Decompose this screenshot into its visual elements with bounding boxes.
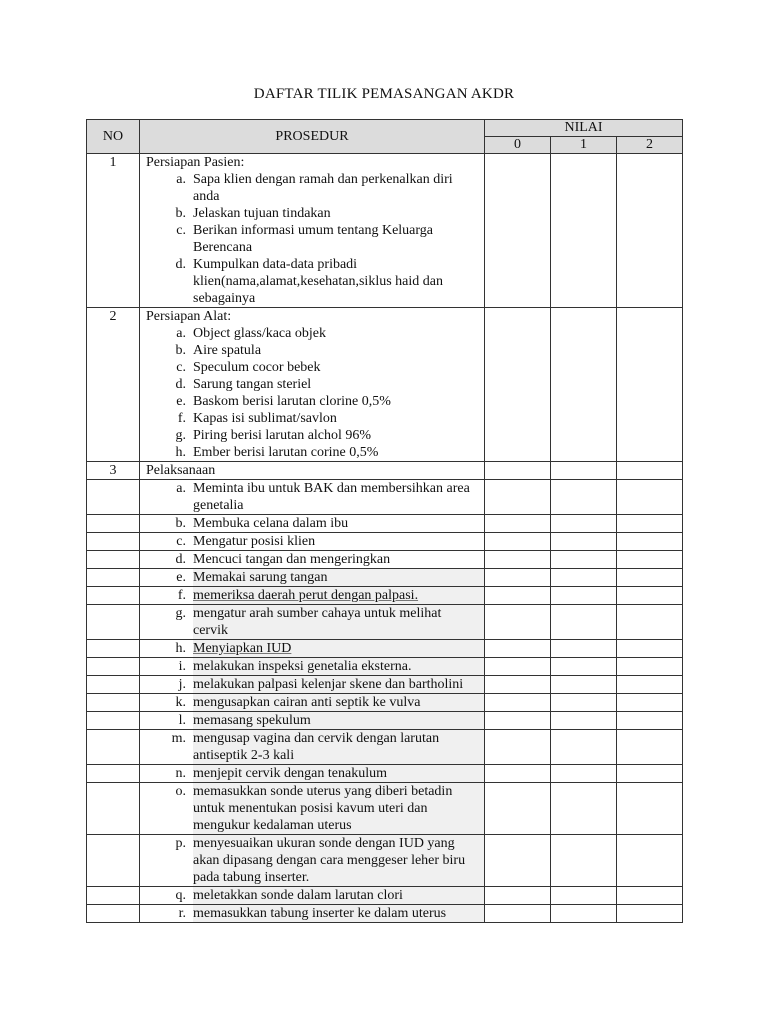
procedure-cell — [140, 551, 485, 569]
procedure-cell — [140, 480, 485, 515]
number-cell — [87, 676, 140, 694]
table-row — [87, 551, 683, 569]
list-item: d. Kumpulkan data-data pribadi klien(nama,alamat,kesehatan,siklus haid dan sebagainya — [175, 257, 443, 306]
score-cell[interactable] — [485, 154, 551, 308]
table-row — [87, 605, 683, 640]
score-cell[interactable] — [551, 676, 617, 694]
score-cell[interactable] — [551, 712, 617, 730]
table-row — [87, 533, 683, 551]
number-cell — [87, 515, 140, 533]
score-cell[interactable] — [551, 569, 617, 587]
score-cell[interactable] — [617, 905, 683, 923]
number-cell — [87, 835, 140, 887]
score-cell[interactable] — [551, 515, 617, 533]
section-number: 3 — [87, 462, 140, 480]
list-item: g. mengatur arah sumber cahaya untuk melihat cervik — [140, 605, 484, 639]
score-cell[interactable] — [551, 694, 617, 712]
list-item: n. menjepit cervik dengan tenakulum — [140, 765, 484, 782]
score-cell[interactable] — [551, 835, 617, 887]
number-cell — [87, 569, 140, 587]
procedure-cell — [140, 887, 485, 905]
list-item: a. Object glass/kaca objek — [176, 326, 326, 341]
list-item: b. Membuka celana dalam ibu — [175, 516, 349, 531]
procedure-cell — [140, 905, 485, 923]
table-row — [87, 515, 683, 533]
score-cell[interactable] — [617, 765, 683, 783]
list-item: k. mengusapkan cairan anti septik ke vulva — [140, 694, 484, 711]
score-cell[interactable] — [485, 712, 551, 730]
score-cell[interactable] — [485, 694, 551, 712]
table-row — [87, 569, 683, 587]
score-cell[interactable] — [485, 905, 551, 923]
section-number: 1 — [87, 154, 140, 308]
list-item: h. Menyiapkan IUD — [140, 640, 484, 657]
list-item: d. Mencuci tangan dan mengeringkan — [175, 552, 391, 567]
table-row — [87, 887, 683, 905]
procedure-cell — [140, 605, 485, 640]
number-cell — [87, 605, 140, 640]
score-cell[interactable] — [485, 515, 551, 533]
procedure-cell — [140, 640, 485, 658]
table-row — [87, 905, 683, 923]
list-item: g. Piring berisi larutan alchol 96% — [175, 428, 372, 443]
list-item: p. menyesuaikan ukuran sonde dengan IUD yang akan dipasang dengan cara menggeser leher biru pada tabung inserter. — [140, 835, 484, 886]
table-row — [87, 480, 683, 515]
table-row — [87, 676, 683, 694]
score-cell[interactable] — [485, 676, 551, 694]
score-cell[interactable] — [551, 551, 617, 569]
number-cell — [87, 480, 140, 515]
procedure-cell — [140, 658, 485, 676]
score-cell[interactable] — [485, 462, 551, 480]
section-content — [140, 154, 485, 308]
score-cell[interactable] — [485, 480, 551, 515]
score-cell[interactable] — [617, 587, 683, 605]
procedure-cell — [140, 533, 485, 551]
score-cell[interactable] — [551, 783, 617, 835]
score-cell[interactable] — [551, 480, 617, 515]
number-cell — [87, 640, 140, 658]
score-cell[interactable] — [485, 658, 551, 676]
procedure-cell — [140, 515, 485, 533]
number-cell — [87, 905, 140, 923]
list-item: c. Speculum cocor bebek — [176, 360, 321, 375]
section-row-3 — [87, 462, 683, 480]
list-item: b. Aire spatula — [175, 343, 262, 358]
table-row — [87, 712, 683, 730]
score-cell[interactable] — [617, 533, 683, 551]
list-item: q. meletakkan sonde dalam larutan clori — [140, 887, 484, 904]
list-item: a. Sapa klien dengan ramah dan perkenalkan diri anda — [176, 172, 453, 204]
score-cell[interactable] — [551, 640, 617, 658]
number-cell — [87, 887, 140, 905]
list-item: r. memasukkan tabung inserter ke dalam uterus — [140, 905, 484, 922]
score-cell[interactable] — [617, 480, 683, 515]
score-cell[interactable] — [617, 783, 683, 835]
score-cell[interactable] — [485, 887, 551, 905]
table-row — [87, 783, 683, 835]
table-row — [87, 835, 683, 887]
list-item: f. Kapas isi sublimat/savlon — [177, 411, 337, 426]
header-no: NO — [87, 120, 140, 154]
list-item: e. Memakai sarung tangan — [140, 569, 484, 586]
list-item: b. Jelaskan tujuan tindakan — [175, 206, 331, 221]
score-cell[interactable] — [485, 569, 551, 587]
list-item: h. Ember berisi larutan corine 0,5% — [175, 445, 379, 460]
list-item: e. Baskom berisi larutan clorine 0,5% — [176, 394, 391, 409]
list-item: m. mengusap vagina dan cervik dengan larutan antiseptik 2-3 kali — [140, 730, 484, 764]
score-cell[interactable] — [617, 730, 683, 765]
number-cell — [87, 694, 140, 712]
score-cell[interactable] — [617, 515, 683, 533]
section-number: 2 — [87, 308, 140, 462]
score-cell[interactable] — [485, 533, 551, 551]
section-content — [140, 462, 485, 480]
list-item: j. melakukan palpasi kelenjar skene dan bartholini — [140, 676, 484, 693]
table-row — [87, 694, 683, 712]
list-item: d. Sarung tangan steriel — [175, 377, 312, 392]
score-cell[interactable] — [551, 905, 617, 923]
number-cell — [87, 533, 140, 551]
score-cell[interactable] — [617, 308, 683, 462]
score-cell[interactable] — [617, 835, 683, 887]
score-cell[interactable] — [485, 730, 551, 765]
procedure-cell — [140, 765, 485, 783]
list-item: c. Mengatur posisi klien — [176, 534, 316, 549]
header-prosedur: PROSEDUR — [140, 120, 485, 154]
section-title: Persiapan Pasien: — [146, 155, 245, 170]
score-cell[interactable] — [617, 658, 683, 676]
section-title: Pelaksanaan — [146, 463, 216, 478]
score-cell[interactable] — [551, 730, 617, 765]
score-cell[interactable] — [485, 308, 551, 462]
score-cell[interactable] — [617, 605, 683, 640]
score-cell[interactable] — [551, 887, 617, 905]
score-header-0: 0 — [485, 137, 551, 154]
list-item: f. memeriksa daerah perut dengan palpasi. — [140, 587, 484, 604]
score-cell[interactable] — [485, 587, 551, 605]
list-item: c. Berikan informasi umum tentang Keluarga Berencana — [176, 223, 434, 255]
score-cell[interactable] — [551, 587, 617, 605]
score-cell[interactable] — [617, 640, 683, 658]
list-item: l. memasang spekulum — [140, 712, 484, 729]
table-row — [87, 587, 683, 605]
section-row-1 — [87, 154, 683, 308]
score-cell[interactable] — [617, 712, 683, 730]
list-item: i. melakukan inspeksi genetalia eksterna. — [140, 658, 484, 675]
score-cell[interactable] — [551, 658, 617, 676]
procedure-cell — [140, 712, 485, 730]
list-item: o. memasukkan sonde uterus yang diberi betadin untuk menentukan posisi kavum uteri dan mengukur kedalaman uterus — [140, 783, 484, 834]
procedure-cell — [140, 569, 485, 587]
score-cell[interactable] — [617, 551, 683, 569]
score-cell[interactable] — [617, 676, 683, 694]
procedure-cell — [140, 676, 485, 694]
score-cell[interactable] — [551, 462, 617, 480]
score-cell[interactable] — [485, 765, 551, 783]
number-cell — [87, 551, 140, 569]
procedure-cell — [140, 694, 485, 712]
procedure-cell — [140, 730, 485, 765]
section-content — [140, 308, 485, 462]
score-cell[interactable] — [617, 462, 683, 480]
number-cell — [87, 765, 140, 783]
list-item: a. Meminta ibu untuk BAK dan membersihkan area genetalia — [176, 481, 470, 513]
score-cell[interactable] — [617, 694, 683, 712]
procedure-cell — [140, 783, 485, 835]
table-row — [87, 765, 683, 783]
score-cell[interactable] — [617, 887, 683, 905]
section-row-2 — [87, 308, 683, 462]
table-row — [87, 658, 683, 676]
score-cell[interactable] — [551, 533, 617, 551]
score-cell[interactable] — [551, 308, 617, 462]
number-cell — [87, 730, 140, 765]
number-cell — [87, 658, 140, 676]
header-nilai: NILAI — [485, 120, 683, 137]
score-cell[interactable] — [485, 835, 551, 887]
document-title: DAFTAR TILIK PEMASANGAN AKDR — [253, 86, 515, 102]
score-cell[interactable] — [617, 569, 683, 587]
number-cell — [87, 783, 140, 835]
table-row — [87, 730, 683, 765]
checklist-table — [86, 119, 683, 923]
score-cell[interactable] — [551, 765, 617, 783]
score-cell[interactable] — [485, 605, 551, 640]
procedure-cell — [140, 587, 485, 605]
score-cell[interactable] — [551, 605, 617, 640]
score-cell[interactable] — [617, 154, 683, 308]
score-cell[interactable] — [485, 783, 551, 835]
score-header-1: 1 — [551, 137, 617, 154]
score-cell[interactable] — [485, 551, 551, 569]
number-cell — [87, 587, 140, 605]
table-row — [87, 640, 683, 658]
number-cell — [87, 712, 140, 730]
score-cell[interactable] — [551, 154, 617, 308]
score-cell[interactable] — [485, 640, 551, 658]
procedure-cell — [140, 835, 485, 887]
section-title: Persiapan Alat: — [146, 309, 232, 324]
score-header-2: 2 — [617, 137, 683, 154]
